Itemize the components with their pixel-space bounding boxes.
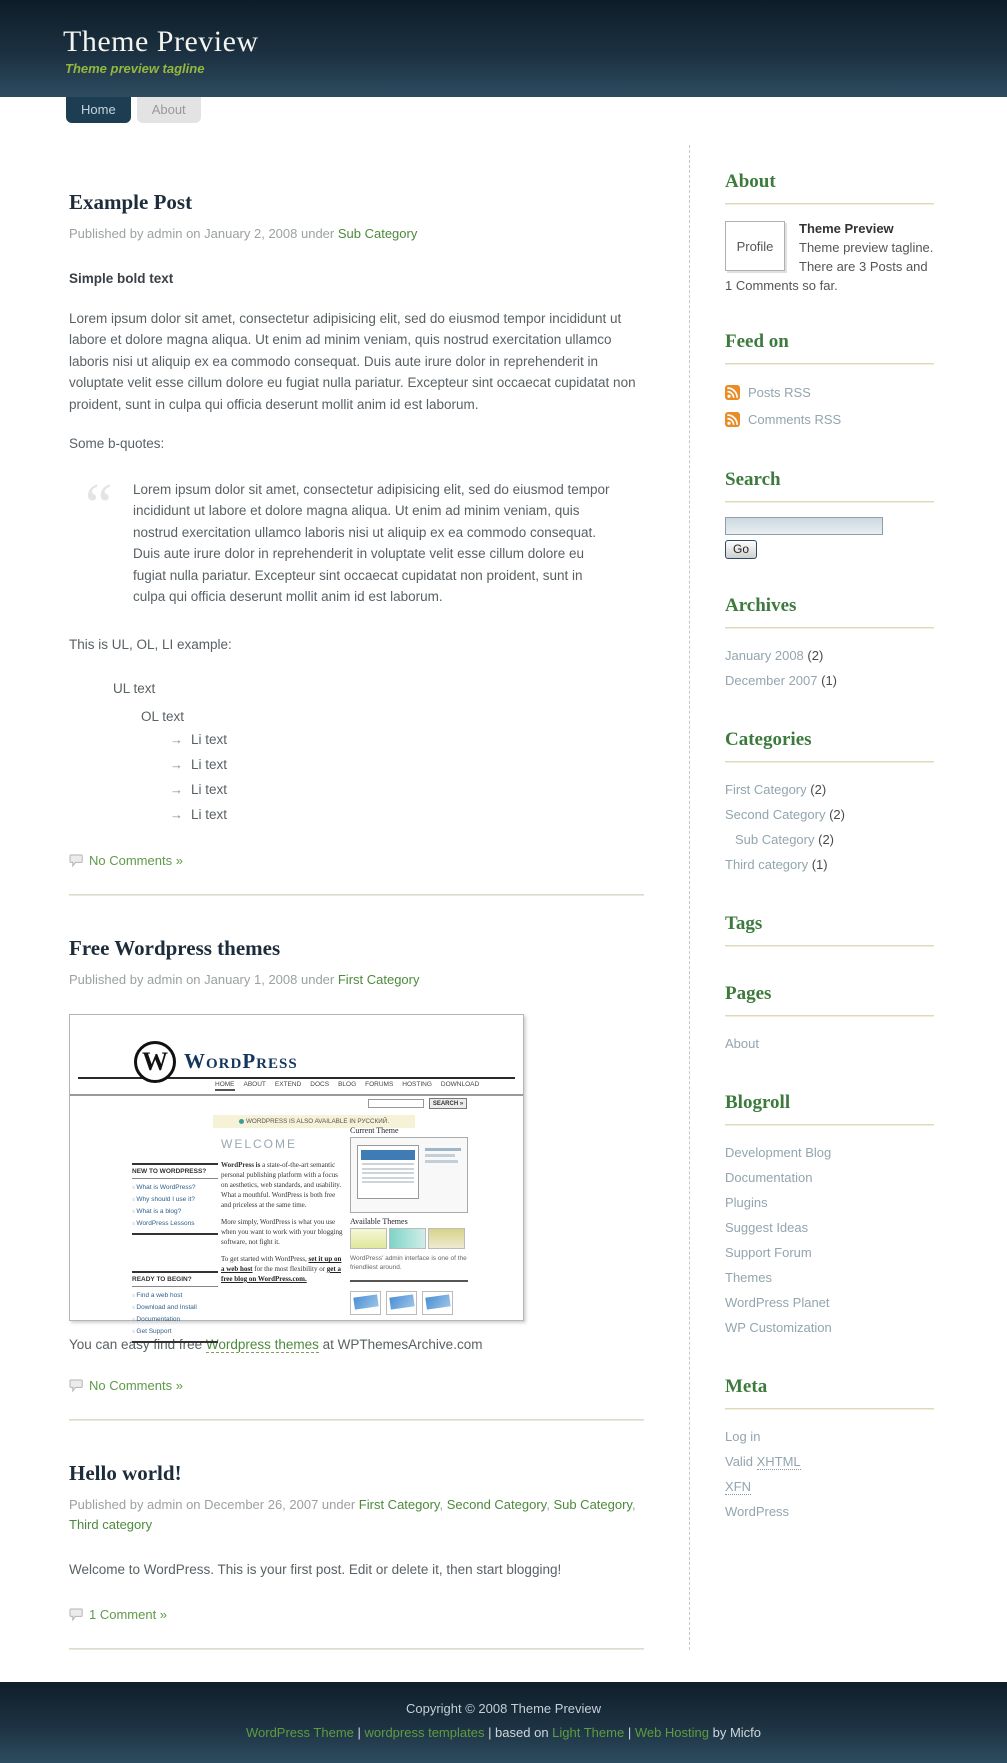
category-sidebar-link[interactable]: Third category	[725, 857, 809, 872]
wordpress-themes-link[interactable]: Wordpress themes	[205, 1337, 319, 1352]
ws-theme-thumb	[350, 1228, 387, 1249]
search-input[interactable]	[725, 517, 883, 535]
blogroll-item	[725, 1190, 934, 1215]
sidebar	[689, 145, 934, 1650]
sidebar-heading: About	[725, 171, 776, 192]
ws-menu-link: ○ WordPress Lessons	[132, 1217, 218, 1229]
rss-icon	[725, 412, 740, 427]
ws-setup-link: set it up on a web host	[221, 1255, 342, 1273]
ws-admin-thumbnail	[357, 1145, 419, 1199]
valid-xhtml-link[interactable]: Valid XHTML	[725, 1454, 801, 1469]
ws-left-menu-1: NEW TO WORDPRESS? ○ What is WordPress? ○ Why should I use it? ○ What is a blog? ○ WordPress Lessons	[132, 1163, 218, 1235]
meta-item	[725, 1499, 934, 1524]
meta-item	[725, 1449, 934, 1474]
sidebar-section-categories	[725, 729, 934, 877]
list-item	[170, 777, 644, 802]
blogroll-link[interactable]: Plugins	[725, 1195, 768, 1210]
list-label: This is UL, OL, LI example:	[69, 636, 232, 652]
blogroll-item	[725, 1140, 934, 1165]
blogroll-link[interactable]: Documentation	[725, 1170, 813, 1185]
list-item-label: Li text	[191, 807, 228, 822]
sidebar-heading: Search	[725, 469, 781, 490]
sidebar-section-meta	[725, 1376, 934, 1524]
sidebar-section-about	[725, 171, 934, 295]
tab-home[interactable]: Home	[66, 97, 131, 123]
sidebar-section-archives	[725, 595, 934, 693]
ws-current-theme-box	[350, 1137, 468, 1213]
post-divider	[69, 1419, 644, 1421]
post-example-post	[69, 190, 644, 896]
ws-thumb	[422, 1291, 453, 1315]
list-item	[170, 802, 644, 827]
blogroll-link[interactable]: WP Customization	[725, 1320, 832, 1335]
ws-nav-item: DOCS	[310, 1081, 330, 1088]
blogroll-link[interactable]: WordPress Planet	[725, 1295, 830, 1310]
ws-nav-item: FORUMS	[365, 1081, 394, 1088]
xfn-link[interactable]: XFN	[725, 1479, 751, 1494]
ws-available-themes-row	[350, 1228, 468, 1249]
about-stats: There are 3 Posts and 1 Comments so far.	[725, 259, 928, 293]
category-link[interactable]: Sub Category	[337, 226, 418, 241]
category-item: Third category (1)	[725, 857, 828, 872]
post-title[interactable]: Hello world!	[69, 1461, 182, 1485]
comments-rss-link[interactable]: Comments RSS	[748, 412, 842, 427]
search-go-button[interactable]: Go	[725, 540, 757, 559]
ws-menu-link: ○ What is WordPress?	[132, 1181, 218, 1193]
footer-links: WordPress Theme | wordpress templates | based on Light Theme | Web Hosting by Micfo	[245, 1724, 762, 1740]
ws-thumbnail-row	[350, 1291, 468, 1315]
ws-thumb	[386, 1291, 417, 1315]
web-hosting-link[interactable]: Web Hosting	[634, 1724, 709, 1740]
category-link[interactable]: Sub Category	[553, 1497, 632, 1512]
post-meta-text: Published by admin on December 26, 2007 under	[69, 1497, 359, 1512]
blockquote-text: Lorem ipsum dolor sit amet, consectetur adipisicing elit, sed do eiusmod tempor incididunt ut labore et dolore magna aliqua. Ut enim ad minim veniam, quis nostrud exercitation ullamco laboris nisi ut aliquip ex ea commodo consequat. Duis aute irure dolor in reprehenderit in voluptate velit esse cillum dolore eu fugiat nulla pariatur. Excepteur sint occaecat cupidatat non proident, sunt in culpa qui officia deserunt mollit anim id est laborum.	[133, 481, 610, 604]
category-sidebar-link[interactable]: Sub Category	[735, 832, 815, 847]
post-hello-world	[69, 1461, 644, 1650]
copyright-text: Copyright © 2008 Theme Preview	[405, 1700, 602, 1716]
ws-menu-link: ○ Documentation	[132, 1313, 218, 1325]
heading-rule	[725, 627, 934, 629]
ws-nav-item: ABOUT	[243, 1081, 266, 1088]
quote-icon: “	[85, 471, 113, 540]
meta-item	[725, 1424, 934, 1449]
ul-text: UL text	[113, 681, 156, 696]
list-item-label: Li text	[191, 732, 228, 747]
comments-link[interactable]: No Comments »	[89, 853, 183, 868]
post-caption: You can easy find free Wordpress themes at WPThemesArchive.com	[69, 1337, 483, 1352]
site-header	[0, 0, 1007, 97]
sidebar-heading: Pages	[725, 983, 772, 1004]
category-link[interactable]: First Category	[337, 972, 420, 987]
ws-nav-item: EXTEND	[274, 1081, 302, 1088]
list-item-label: Li text	[191, 757, 228, 772]
about-tagline: Theme preview tagline.	[799, 240, 934, 255]
sidebar-section-search	[725, 469, 934, 559]
ws-theme-thumb	[389, 1228, 426, 1249]
ol-text: OL text	[141, 709, 185, 724]
blogroll-item	[725, 1290, 934, 1315]
ws-menu-link: ○ Why should I use it?	[132, 1193, 218, 1205]
profile-image-placeholder: Profile	[725, 221, 785, 271]
post-body: Welcome to WordPress. This is your first post. Edit or delete it, then start blogging!	[69, 1562, 562, 1577]
posts-rss-link[interactable]: Posts RSS	[748, 385, 811, 400]
heading-rule	[725, 363, 934, 365]
ws-available-themes-title: Available Themes	[350, 1217, 408, 1226]
sidebar-heading: Tags	[725, 913, 763, 934]
ws-nav-item: HOSTING	[402, 1081, 432, 1088]
ws-language-notice: WORDPRESS IS ALSO AVAILABLE IN РУССКИЙ.	[213, 1115, 415, 1128]
arrow-bullet-icon: →	[170, 807, 183, 822]
ws-intro-text: WordPress is a state-of-the-art semantic personal publishing platform with a focus on aesthetics, web standards, and usability. What a mouthful. WordPress is both free and priceless at the same time. More simply, WordPress is what you use when you want to work with your blogging software, not fight it. To get started with WordPress, set it up on a web host for the most flexibility or get a free blog on WordPress.com.	[221, 1161, 343, 1283]
comment-bubble-icon	[69, 1608, 83, 1621]
sidebar-section-tags	[725, 913, 934, 947]
category-link[interactable]: Third category	[69, 1517, 153, 1532]
list-item	[170, 752, 644, 777]
ws-right-panel	[350, 1126, 468, 1315]
category-link[interactable]: Second Category	[446, 1497, 547, 1512]
sidebar-heading: Categories	[725, 729, 812, 750]
rss-icon	[725, 385, 740, 400]
comments-link[interactable]: 1 Comment »	[89, 1606, 168, 1622]
ws-freeblog-link: get a free blog on WordPress.com.	[221, 1265, 341, 1283]
ws-search-button: SEARCH »	[429, 1098, 467, 1109]
ws-current-theme-title: Current Theme	[350, 1126, 399, 1135]
blogroll-item	[725, 1265, 934, 1290]
ws-nav	[215, 1081, 479, 1091]
comments-row	[69, 1378, 644, 1393]
blogroll-link[interactable]: Development Blog	[725, 1145, 832, 1160]
arrow-bullet-icon: →	[170, 757, 183, 772]
tab-about[interactable]: About	[137, 97, 201, 123]
ws-nav-item: BLOG	[338, 1081, 357, 1088]
light-theme-link[interactable]: Light Theme	[552, 1724, 625, 1740]
comment-bubble-icon	[69, 1379, 83, 1392]
post-meta	[69, 224, 644, 244]
quotes-label: Some b-quotes:	[69, 436, 165, 451]
archive-link[interactable]: January 2008	[725, 648, 804, 663]
post-divider	[69, 1648, 644, 1650]
post-meta-text: Published by admin on January 1, 2008 under	[69, 972, 338, 987]
site-footer	[0, 1682, 1007, 1763]
login-link[interactable]: Log in	[725, 1429, 761, 1444]
blogroll-link[interactable]: Themes	[725, 1270, 772, 1285]
blogroll-item	[725, 1215, 934, 1240]
post-meta-text: Published by admin on January 2, 2008 under	[69, 226, 338, 241]
heading-rule	[725, 1124, 934, 1126]
wordpress-link[interactable]: WordPress	[725, 1504, 790, 1519]
post-paragraph: Lorem ipsum dolor sit amet, consectetur adipisicing elit, sed do eiusmod tempor incididunt ut labore et dolore magna aliqua. Ut enim ad minim veniam, quis nostrud exercitation ullamco laboris nisi ut aliquip ex ea commodo consequat. Duis aute irure dolor in reprehenderit in voluptate velit esse cillum dolore eu fugiat nulla pariatur. Excepteur sint occaecat cupidatat non proident, sunt in culpa qui officia deserunt mollit anim id est laborum.	[69, 310, 636, 412]
sidebar-section-pages	[725, 983, 934, 1056]
wordpress-logo-icon: W	[134, 1041, 176, 1083]
wordpress-theme-link[interactable]: WordPress Theme	[245, 1724, 354, 1740]
heading-rule	[725, 1408, 934, 1410]
ws-decor-text-bars	[425, 1145, 463, 1166]
heading-rule	[725, 945, 934, 947]
comments-link[interactable]: No Comments »	[89, 1378, 183, 1393]
ws-thumb	[350, 1291, 381, 1315]
archive-item: January 2008 (2)	[725, 648, 824, 663]
category-item: Second Category (2)	[725, 807, 845, 822]
list-item-label: Li text	[191, 782, 228, 797]
category-sidebar-link[interactable]: First Category	[725, 782, 807, 797]
ws-welcome-heading: WELCOME	[221, 1137, 298, 1151]
ws-menu-link: ○ Get Support	[132, 1325, 218, 1337]
blogroll-item	[725, 1240, 934, 1265]
category-item-sub: Sub Category (2)	[735, 832, 835, 847]
main-column	[69, 145, 644, 1650]
blogroll-item	[725, 1165, 934, 1190]
arrow-bullet-icon: →	[170, 732, 183, 747]
content-area	[0, 145, 1007, 1650]
site-title: Theme Preview	[63, 25, 259, 58]
category-item: First Category (2)	[725, 782, 827, 797]
blogroll-link[interactable]: Support Forum	[725, 1245, 812, 1260]
ws-nav-item: HOME	[215, 1081, 235, 1091]
page-item	[725, 1031, 934, 1056]
example-list	[113, 681, 644, 827]
ws-left-menu-2: READY TO BEGIN? ○ Find a web host ○ Download and Install ○ Documentation ○ Get Support	[132, 1271, 218, 1343]
about-site-name: Theme Preview	[799, 221, 894, 236]
ws-menu-link: ○ What is a blog?	[132, 1205, 218, 1217]
ws-menu-link: ○ Download and Install	[132, 1301, 218, 1313]
blockquote	[85, 471, 613, 608]
sidebar-section-feed	[725, 331, 934, 433]
wordpress-logo-text: WordPress	[184, 1049, 298, 1073]
category-link[interactable]: First Category	[358, 1497, 440, 1512]
page-about-link[interactable]: About	[725, 1036, 759, 1051]
site-tagline: Theme preview tagline	[65, 61, 205, 76]
sidebar-heading: Feed on	[725, 331, 789, 352]
ws-divider	[70, 1094, 523, 1096]
sidebar-heading: Meta	[725, 1376, 768, 1397]
wordpress-templates-link[interactable]: wordpress templates	[364, 1724, 485, 1740]
sidebar-section-blogroll	[725, 1092, 934, 1340]
blogroll-item	[725, 1315, 934, 1340]
post-free-wordpress-themes	[69, 936, 644, 1421]
arrow-bullet-icon: →	[170, 782, 183, 797]
nav-tabs	[66, 97, 1007, 123]
comments-row	[69, 1607, 644, 1622]
post-bold-heading: Simple bold text	[69, 271, 174, 286]
meta-item	[725, 1474, 934, 1499]
ws-search-input	[368, 1099, 424, 1108]
ws-menu-link: ○ Find a web host	[132, 1289, 218, 1301]
heading-rule	[725, 203, 934, 205]
archive-item: December 2007 (1)	[725, 673, 838, 688]
category-sidebar-link[interactable]: Second Category	[725, 807, 826, 822]
wordpress-site-screenshot	[69, 1014, 524, 1335]
xhtml-abbr: XHTML	[756, 1454, 801, 1469]
ws-divider	[350, 1280, 468, 1282]
comments-row	[69, 853, 644, 868]
post-title[interactable]: Example Post	[69, 190, 193, 214]
ws-nav-item: DOWNLOAD	[440, 1081, 480, 1088]
heading-rule	[725, 1015, 934, 1017]
globe-icon	[239, 1119, 244, 1124]
sidebar-heading: Blogroll	[725, 1092, 791, 1113]
heading-rule	[725, 761, 934, 763]
ws-theme-thumb	[428, 1228, 465, 1249]
blogroll-link[interactable]: Suggest Ideas	[725, 1220, 809, 1235]
post-title[interactable]: Free Wordpress themes	[69, 936, 281, 960]
list-item	[170, 727, 644, 752]
post-meta	[69, 970, 644, 990]
post-divider	[69, 894, 644, 896]
post-meta: Published by admin on December 26, 2007 under First Category, Second Category, Sub Category, Third category	[69, 1497, 636, 1532]
heading-rule	[725, 501, 934, 503]
sidebar-heading: Archives	[725, 595, 797, 616]
ws-admin-caption: WordPress' admin interface is one of the friendliest around.	[350, 1255, 467, 1271]
comment-bubble-icon	[69, 854, 83, 867]
archive-link[interactable]: December 2007	[725, 673, 818, 688]
